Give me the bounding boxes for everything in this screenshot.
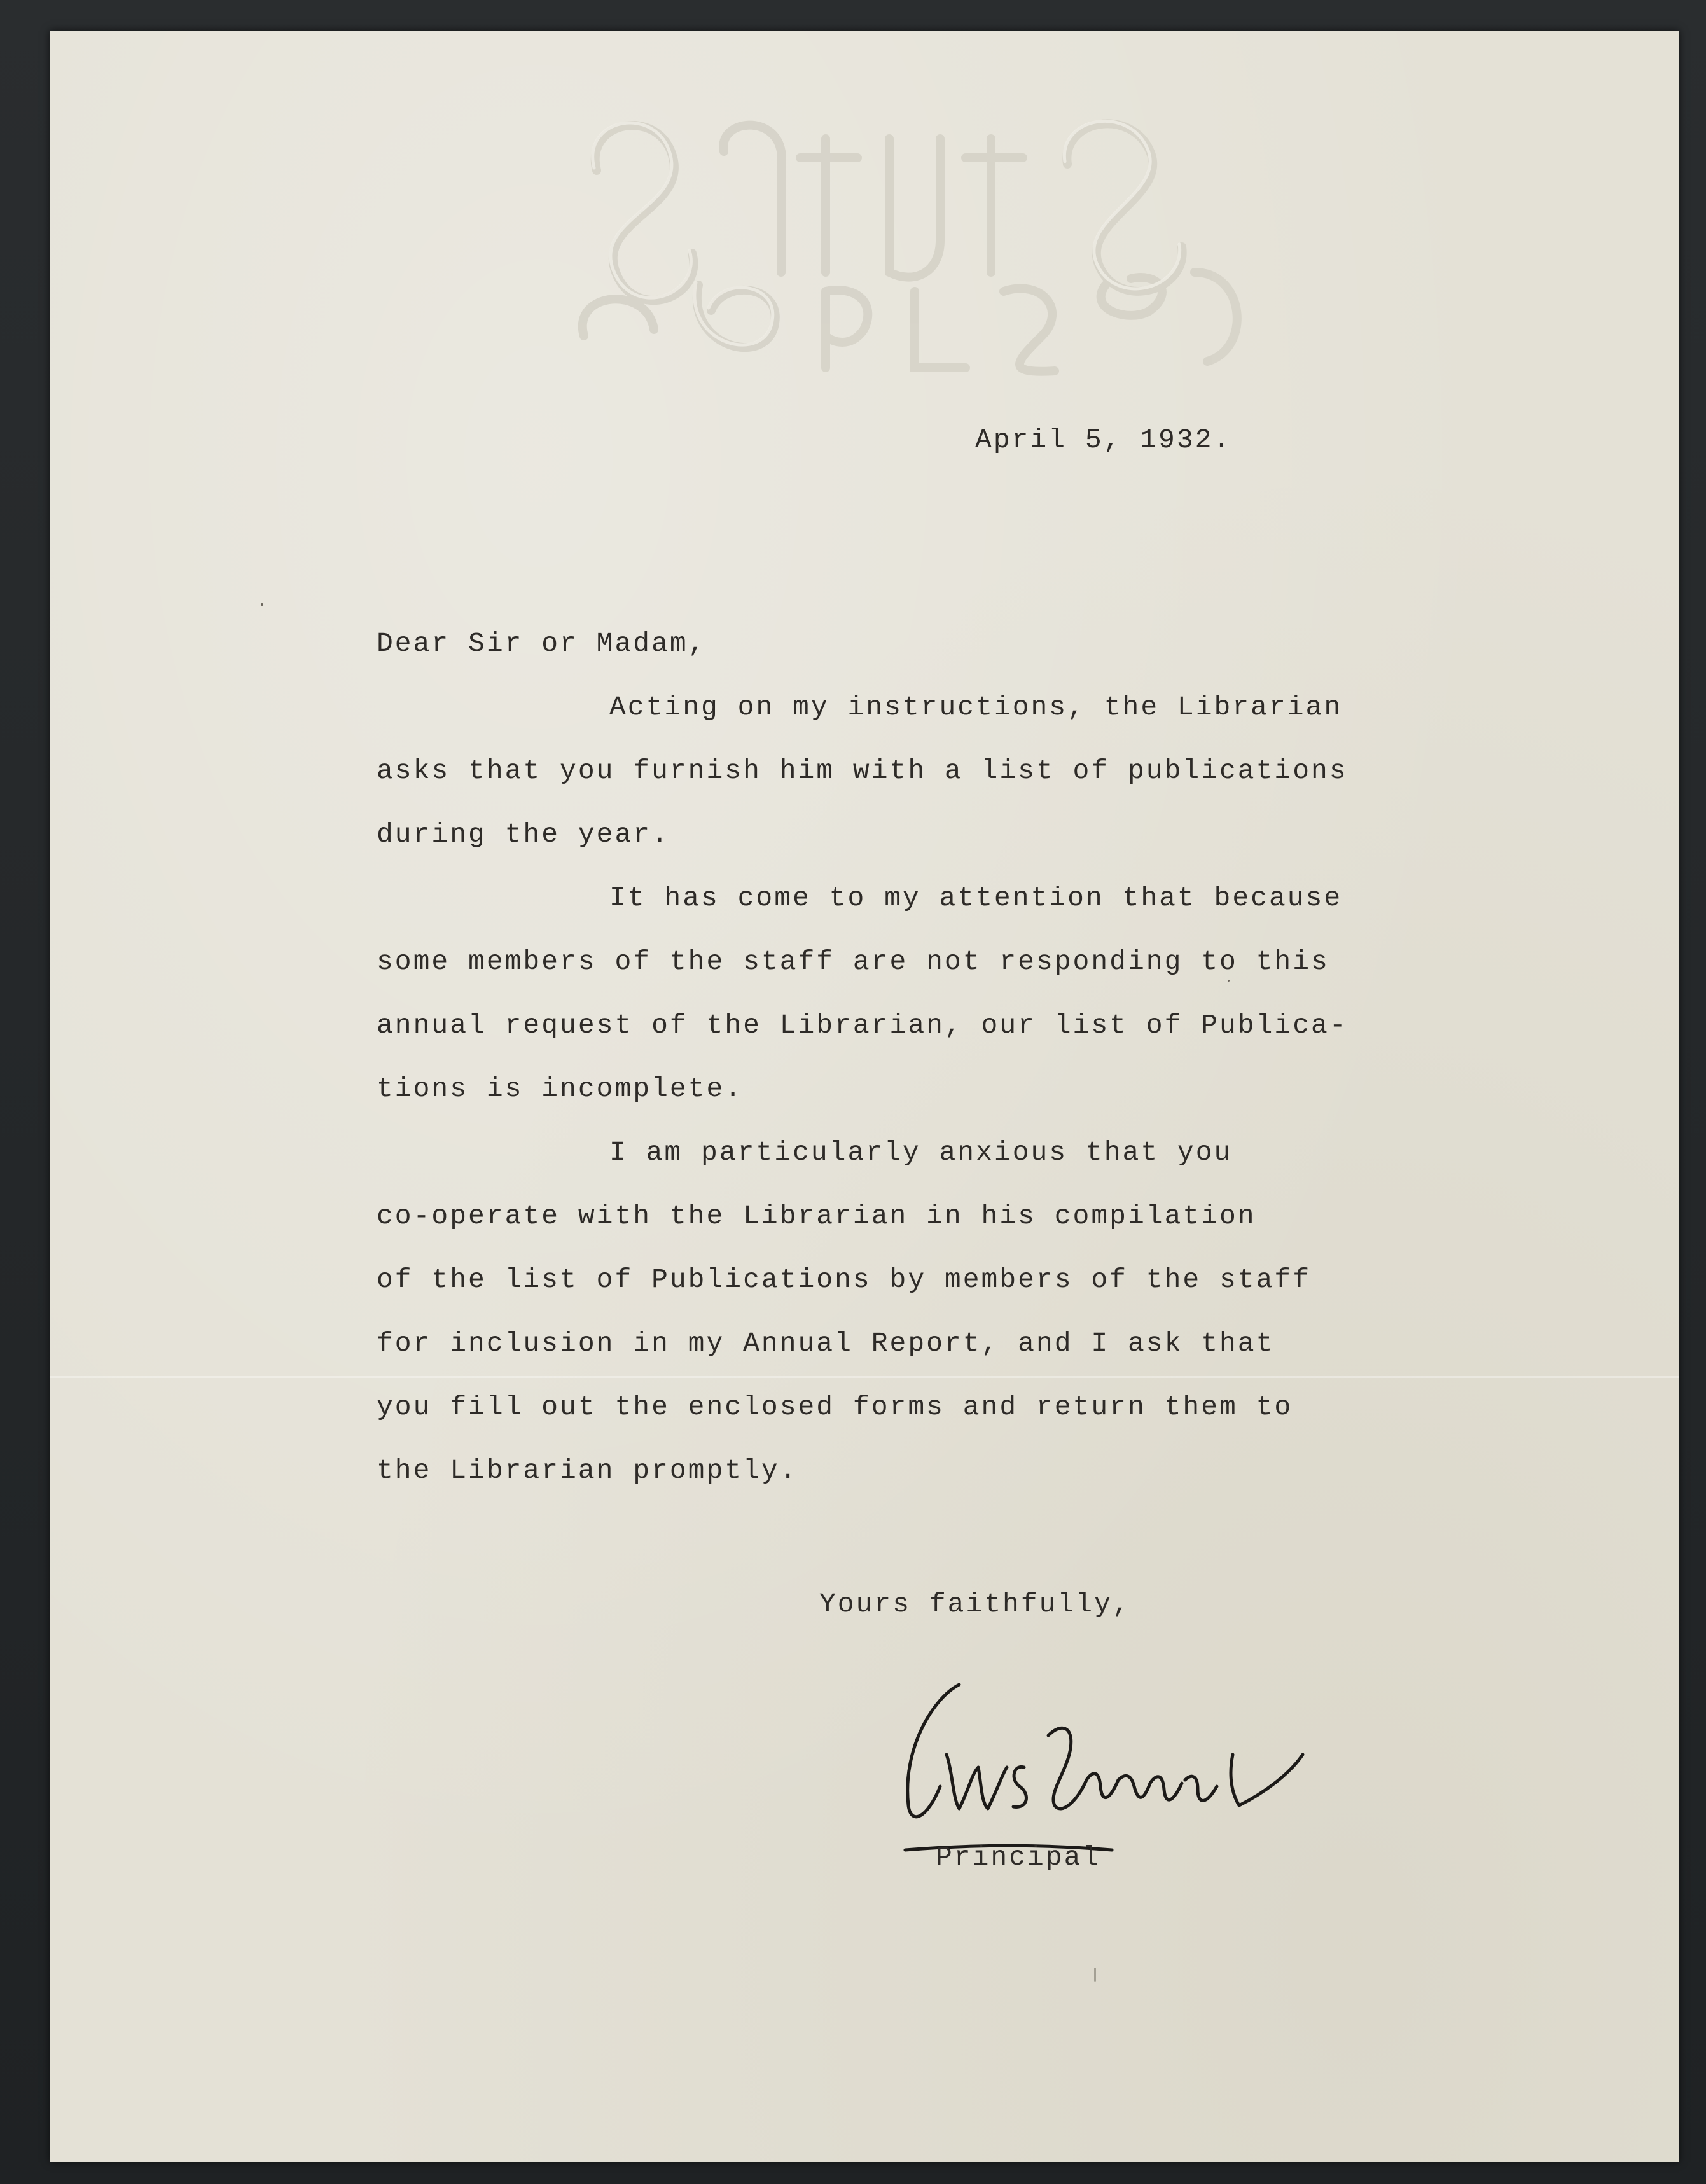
letter-page [50,31,1679,2162]
letter-body-line: some members of the staff are not responding to this [377,946,1329,977]
letter-body-line: of the list of Publications by members of the staff [377,1264,1312,1295]
paper-fold-crease [50,1376,1679,1378]
letter-body-line: tions is incomplete. [377,1073,744,1104]
letter-date: April 5, 1932. [975,424,1232,456]
letter-salutation: Dear Sir or Madam, [377,628,707,659]
signature-title: Principal [936,1842,1101,1873]
letter-body-line: during the year. [377,819,670,850]
embossed-letterhead [558,81,1277,387]
letter-body-line: I am particularly anxious that you [609,1137,1233,1168]
letter-body-line: you fill out the enclosed forms and return them to [377,1391,1293,1422]
letter-body-line: It has come to my attention that because [609,882,1343,914]
letter-closing: Yours faithfully, [819,1589,1131,1620]
letter-body-line: Acting on my instructions, the Librarian [609,692,1343,723]
letter-body-line: annual request of the Librarian, our list of Publica- [377,1010,1348,1041]
letter-body-line: asks that you furnish him with a list of publications [377,755,1348,786]
letter-body-line: co-operate with the Librarian in his compilation [377,1200,1256,1232]
letter-body-line: for inclusion in my Annual Report, and I ask that [377,1328,1275,1359]
letter-body-line: the Librarian promptly. [377,1455,798,1486]
